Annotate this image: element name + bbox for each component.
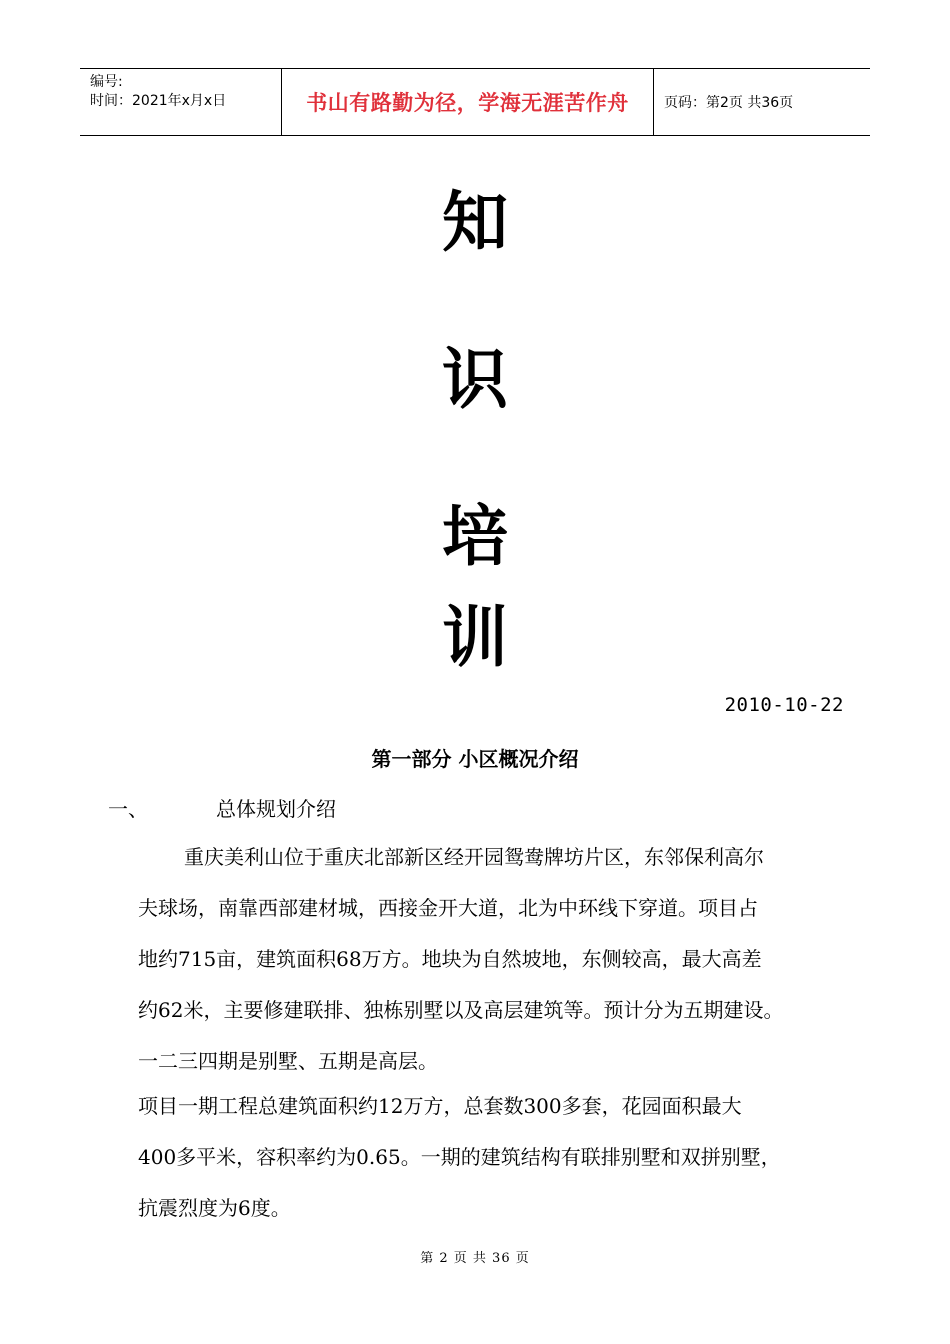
- paragraph-2: [138, 1081, 860, 1234]
- section-title: 第一部分 小区概况介绍: [371, 747, 579, 771]
- page-header: [80, 68, 870, 136]
- paragraph-line: 约62米，主要修建联排、独栋别墅以及高层建筑等。预计分为五期建设。: [138, 998, 784, 1022]
- page-footer: 第 2 页 共 36 页: [420, 1251, 530, 1266]
- header-meta: [80, 69, 282, 135]
- heading-text: 总体规划介绍: [216, 797, 336, 821]
- heading: [108, 793, 336, 822]
- header-motto: 书山有路勤为径，学海无涯苦作舟: [282, 69, 654, 135]
- time-label: 时间：2021年x月x日: [90, 93, 227, 109]
- heading-number: 一、: [108, 797, 148, 821]
- paragraph-line: 夫球场，南靠西部建材城，西接金开大道，北为中环线下穿道。项目占: [138, 896, 758, 920]
- header-page-info: 页码：第2页 共36页: [664, 95, 794, 111]
- paragraph-line: 400多平米，容积率约为0.65。一期的建筑结构有联排别墅和双拼别墅，: [138, 1145, 781, 1169]
- document-date: 2010-10-22: [724, 694, 844, 716]
- paragraph-line: 地约715亩，建筑面积68万方。地块为自然坡地，东侧较高，最大高差: [138, 947, 762, 971]
- title-char-4: 训: [442, 599, 508, 676]
- paragraph-line: 项目一期工程总建筑面积约12万方，总套数300多套，花园面积最大: [138, 1094, 742, 1118]
- title-char-2: 识: [442, 341, 508, 418]
- paragraph-line: 一二三四期是别墅、五期是高层。: [138, 1049, 438, 1073]
- number-label: 编号:: [90, 74, 123, 90]
- title-char-3: 培: [442, 498, 508, 575]
- paragraph-line: 抗震烈度为6度。: [138, 1196, 291, 1220]
- paragraph-line: 重庆美利山位于重庆北部新区经开园鸳鸯牌坊片区，东邻保利高尔: [184, 845, 764, 869]
- paragraph-1: [138, 832, 860, 1087]
- title-char-1: 知: [442, 184, 508, 261]
